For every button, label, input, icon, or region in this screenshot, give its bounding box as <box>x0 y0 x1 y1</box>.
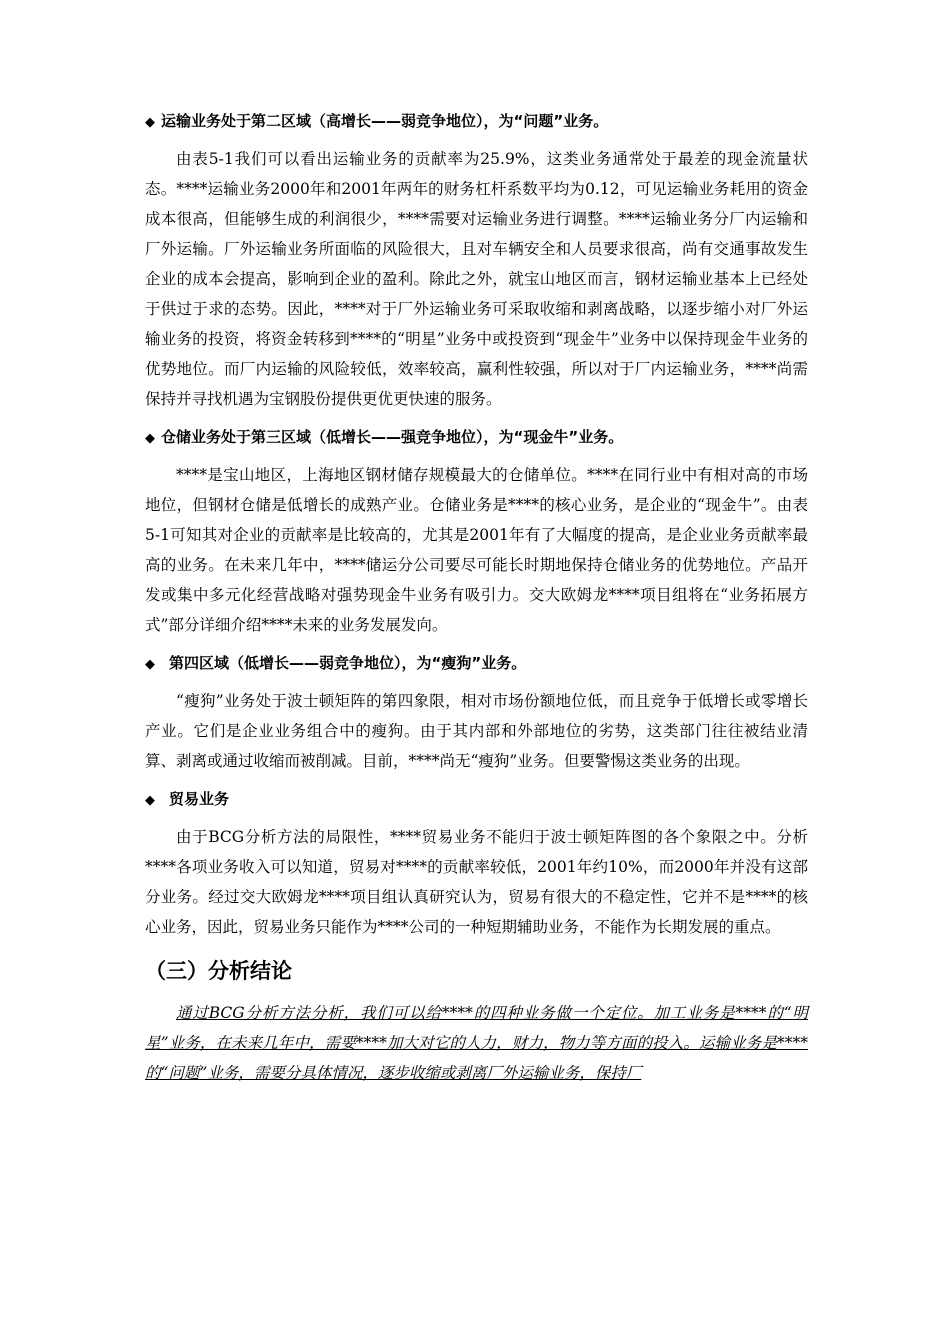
section-paragraph: ****是宝山地区，上海地区钢材储存规模最大的仓储单位。****在同行业中有相对高的市场地位，但钢材仓储是低增长的成熟产业。仓储业务是****的核心业务，是企业的“现金牛”。由表5-1可知其对企业的贡献率是比较高的，尤其是2001年有了大幅度的提高，是企业业务贡献率最高的业务。在未来几年中，****储运分公司要尽可能长时期地保持仓储业务的优势地位。产品开发或集中多元化经营战略对强势现金牛业务有吸引力。交大欧姆龙****项目组将在“业务拓展方式”部分详细介绍****未来的业务发展发向。 <box>145 466 808 634</box>
section-heading <box>145 426 808 450</box>
section-heading <box>145 110 808 134</box>
section-warehouse <box>145 426 808 640</box>
section-heading <box>145 652 808 676</box>
document-body <box>145 110 808 1088</box>
diamond-bullet-icon: ◆ <box>145 115 155 130</box>
conclusion-paragraph: 通过BCG分析方法分析，我们可以给****的四种业务做一个定位。加工业务是****的“明星”业务，在未来几年中，需要****加大对它的人力，财力，物力等方面的投入。运输业务是****的“问题”业务，需要分具体情况，逐步收缩或剥离厂外运输业务，保持厂 <box>145 1004 808 1082</box>
section-heading-text: 第四区域（低增长——弱竞争地位），为“瘦狗”业务。 <box>169 654 527 672</box>
section-trade <box>145 788 808 942</box>
diamond-bullet-icon: ◆ <box>145 793 155 808</box>
section-heading-text: 运输业务处于第二区域（高增长——弱竞争地位），为“问题”业务。 <box>161 112 609 130</box>
diamond-bullet-icon: ◆ <box>145 657 155 672</box>
conclusion-title: （三）分析结论 <box>145 959 292 983</box>
diamond-bullet-icon: ◆ <box>145 431 155 446</box>
section-paragraph: “瘦狗”业务处于波士顿矩阵的第四象限，相对市场份额地位低，而且竞争于低增长或零增长产业。它们是企业业务组合中的瘦狗。由于其内部和外部地位的劣势，这类部门往往被结业清算、剥离或通过收缩而被削减。目前，****尚无“瘦狗”业务。但要警惕这类业务的出现。 <box>145 692 808 770</box>
section-heading-text: 贸易业务 <box>169 790 230 808</box>
section-paragraph: 由于BCG分析方法的局限性，****贸易业务不能归于波士顿矩阵图的各个象限之中。分析****各项业务收入可以知道，贸易对****的贡献率较低，2001年约10%，而2000年并没有这部分业务。经过交大欧姆龙****项目组认真研究认为，贸易有很大的不稳定性，它并不是****的核心业务，因此，贸易业务只能作为****公司的一种短期辅助业务，不能作为长期发展的重点。 <box>145 828 808 936</box>
section-paragraph: 由表5-1我们可以看出运输业务的贡献率为25.9%，这类业务通常处于最差的现金流量状态。****运输业务2000年和2001年两年的财务杠杆系数平均为0.12，可见运输业务耗用的资金成本很高，但能够生成的利润很少，****需要对运输业务进行调整。****运输业务分厂内运输和厂外运输。厂外运输业务所面临的风险很大，且对车辆安全和人员要求很高，尚有交通事故发生企业的成本会提高，影响到企业的盈利。除此之外，就宝山地区而言，钢材运输业基本上已经处于供过于求的态势。因此，****对于厂外运输业务可采取收缩和剥离战略，以逐步缩小对厂外运输业务的投资，将资金转移到****的“明星”业务中或投资到“现金牛”业务中以保持现金牛业务的优势地位。而厂内运输的风险较低，效率较高，赢利性较强，所以对于厂内运输业务，****尚需保持并寻找机遇为宝钢股份提供更优更快速的服务。 <box>145 150 808 408</box>
section-heading <box>145 788 808 812</box>
section-dog <box>145 652 808 776</box>
section-transport <box>145 110 808 414</box>
section-heading-text: 仓储业务处于第三区域（低增长——强竞争地位），为“现金牛”业务。 <box>161 428 624 446</box>
section-conclusion <box>145 954 808 1088</box>
